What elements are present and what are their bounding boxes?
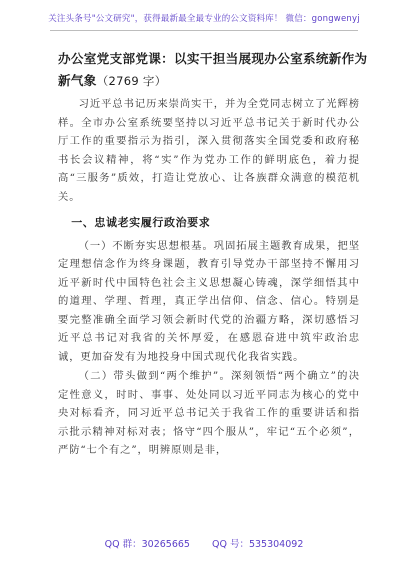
header-notice: 关注头条号"公文研究"，获得最新最全最专业的公文资料库！ 微信：gongwenyj bbox=[48, 14, 360, 24]
qq-group: QQ 群：30265665 bbox=[104, 539, 190, 550]
paragraph-2: （二）带头做到“两个维护”。深刻领悟“两个确立”的决定性意义，时时、事事、处处同以习近平同志为核心的党中央对标看齐，同习近平总书记关于我省工作的重要讲话和指示批示精神对标对表；恪守“四个服从”，牢记“五个必须”，严防“七个有之”，明辨原则是非， bbox=[58, 370, 360, 456]
footer-contact bbox=[0, 536, 408, 550]
header-divider bbox=[50, 30, 358, 31]
intro-paragraph: 习近平总书记历来崇尚实干，并为全党同志树立了光辉榜样。全市办公室系统要坚持以习近平总书记关于新时代办公厅工作的重要指示为指引，深入贯彻落实全国党委和政府秘书长会议精神，将“实”作为党办工作的鲜明底色，着力提高“三服务”质效，打造让党放心、让各族群众满意的模范机关。 bbox=[58, 98, 360, 203]
title-text: 办公室党支部党课：以实干担当展现办公室系统新作为新气象 bbox=[58, 51, 368, 88]
qq-number: QQ 号：535304092 bbox=[211, 539, 304, 550]
document-body bbox=[58, 95, 360, 461]
section-heading: 一、忠诚老实履行政治要求 bbox=[71, 216, 211, 229]
paragraph-1: （一）不断夯实思想根基。巩固拓展主题教育成果，把坚定理想信念作为终身课题，教育引导党办干部坚持不懈用习近平新时代中国特色社会主义思想凝心铸魂，深学细悟其中的道理、学理、哲理，真正学出信仰、信念、信心。特别是要完整准确全面学习领会新时代党的治疆方略，深切感悟习近平总书记对我省的关怀厚爱，在感恩奋进中筑牢政治忠诚，更加奋发有为地投身中国式现代化我省实践。 bbox=[58, 239, 360, 363]
word-count: （2769 字） bbox=[96, 74, 167, 88]
document-title bbox=[58, 48, 368, 92]
